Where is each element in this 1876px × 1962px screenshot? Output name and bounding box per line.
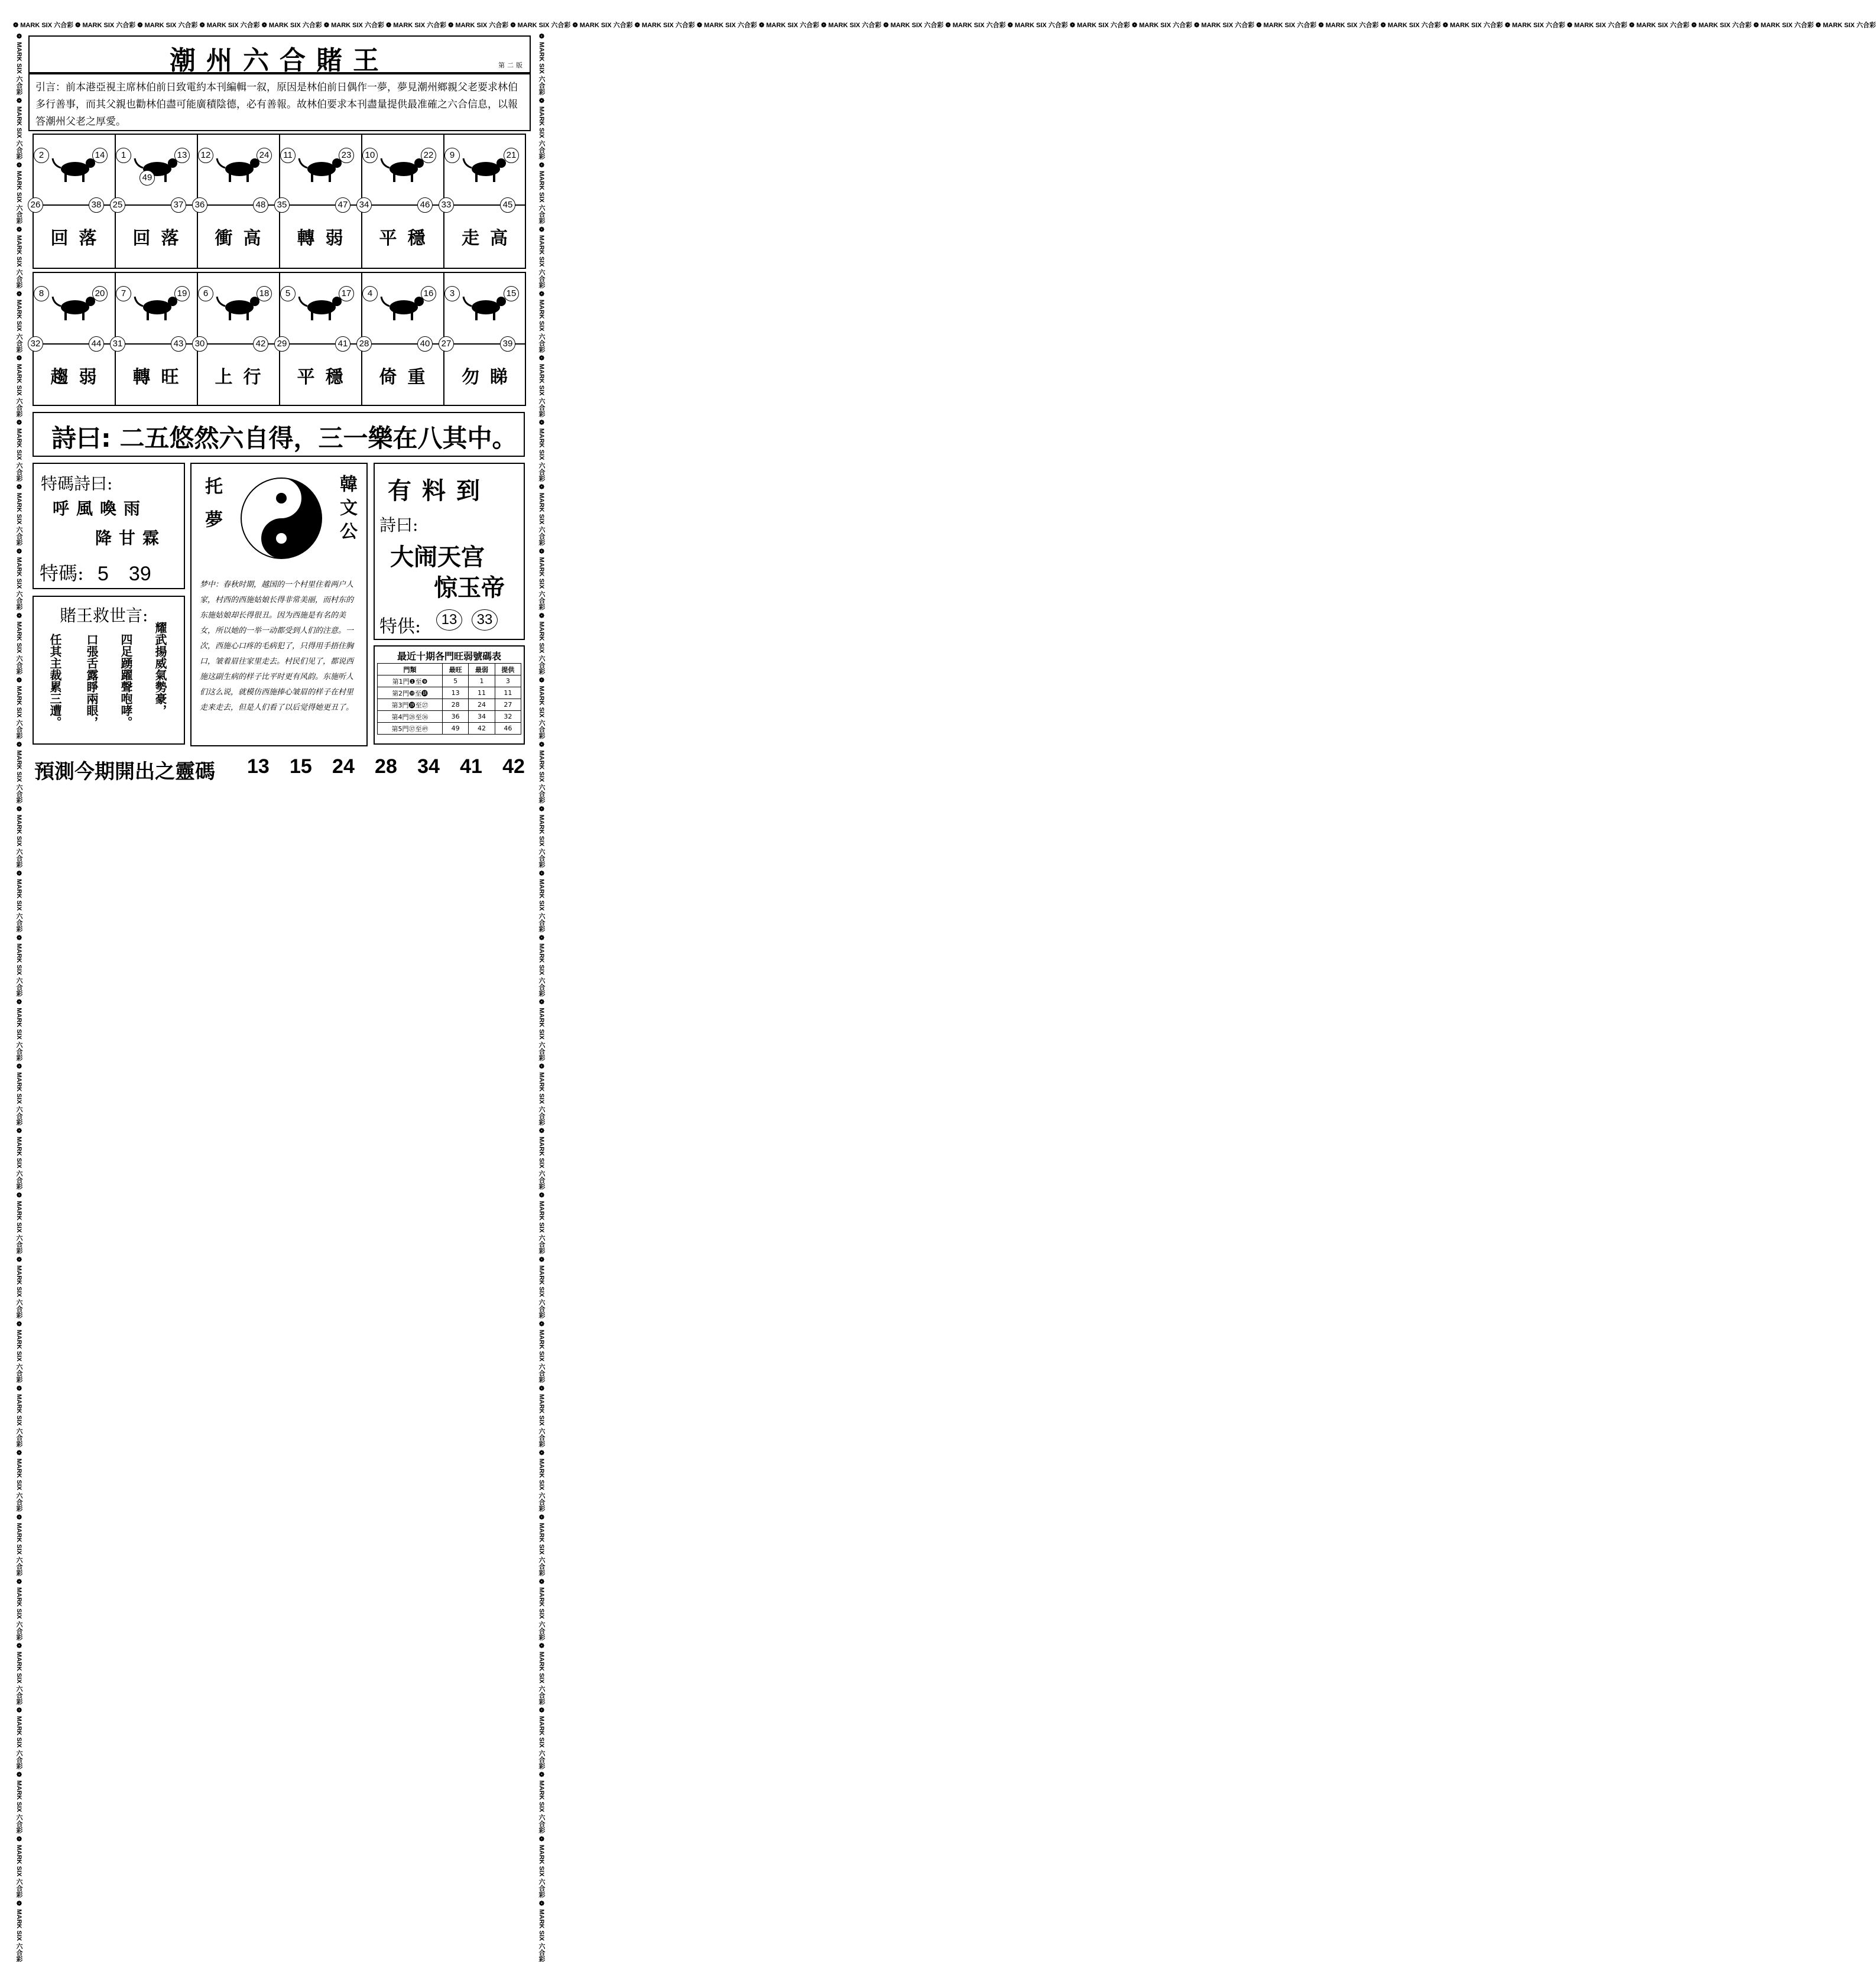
gambler-heading: 賭王救世言:	[60, 606, 148, 625]
number-ball: 19	[174, 286, 190, 301]
special-nums: 5 39	[98, 563, 151, 585]
number-ball: 36	[192, 197, 207, 213]
number-ball: 31	[110, 336, 125, 352]
table-header: 最旺	[443, 664, 469, 675]
monkey2-icon	[216, 290, 263, 325]
news-heading: 有料到	[388, 477, 491, 505]
rabbit-icon	[298, 151, 345, 187]
number-ball: 30	[192, 336, 207, 352]
horse-icon	[51, 290, 99, 325]
number-ball: 32	[28, 336, 43, 352]
table-box	[374, 645, 525, 745]
number-ball: 48	[253, 197, 268, 213]
table-cell: 49	[443, 723, 469, 735]
number-ball: 4	[362, 286, 378, 301]
snake-icon	[462, 151, 509, 187]
footer	[34, 755, 531, 785]
trend-label: 轉弱	[297, 228, 354, 249]
special-label: 特碼:	[40, 562, 84, 584]
page-title: 潮州六合賭王	[170, 46, 390, 76]
table-cell: 24	[469, 699, 495, 711]
number-ball: 28	[356, 336, 372, 352]
number-ball: 1	[116, 148, 131, 163]
news-line2: 惊玉帝	[434, 574, 505, 602]
number-ball: 16	[421, 286, 436, 301]
special-line1: 呼風喚雨	[53, 499, 148, 518]
table-cell: 第3門⓳至㉗	[378, 699, 443, 711]
table-cell: 第2門❿至⓲	[378, 687, 443, 699]
edition-label: 第二版	[498, 61, 525, 69]
table-cell: 第4門㉘至㊱	[378, 711, 443, 723]
lucky-number: 15	[290, 755, 312, 778]
lucky-number: 24	[332, 755, 355, 778]
trend-label: 回落	[50, 228, 108, 249]
title-box	[28, 35, 531, 76]
number-ball: 39	[500, 336, 515, 352]
table-row	[378, 723, 521, 735]
dragon-icon	[380, 151, 427, 187]
number-ball: 37	[171, 197, 186, 213]
number-ball: 44	[89, 336, 104, 352]
pig-icon	[462, 290, 509, 325]
number-ball: 21	[504, 148, 519, 163]
number-ball: 3	[444, 286, 460, 301]
table-header: 提供	[495, 664, 521, 675]
number-ball: 38	[89, 197, 104, 213]
number-ball: 47	[335, 197, 350, 213]
gambler-col-2: 四足踴躍聲咆哮。	[119, 634, 133, 728]
number-ball: 49	[139, 170, 155, 186]
poem-line: 詩曰: 二五悠然六自得，三一樂在八其中。	[51, 424, 517, 453]
lucky-number: 13	[247, 755, 270, 778]
stats-table	[377, 663, 521, 735]
table-row	[378, 699, 521, 711]
gambler-col-4: 任其主裁累三遭。	[48, 634, 62, 728]
ticker-text: ❁ MARK SIX 六合彩 ❁ MARK SIX 六合彩 ❁ MARK SIX 六合彩 ❁ MARK SIX 六合彩 ❁ MARK SIX 六合彩 ❁ MARK SIX 六合彩 ❁ MARK SIX 六合彩 ❁ MARK SIX 六合彩 ❁ MARK SIX 六合彩 ❁ MARK SIX 六合彩 ❁ MARK SIX 六合彩 ❁ MARK SIX 六合彩 ❁ MARK SIX 六合彩 ❁ MARK SIX 六合彩 ❁ MARK SIX 六合彩 ❁ MARK SIX 六合彩 ❁ MARK SIX 六合彩 ❁ MARK SIX 六合彩 ❁ MARK SIX 六合彩 ❁ MARK SIX 六合彩 ❁ MARK SIX 六合彩 ❁ MARK SIX 六合彩 ❁ MARK SIX 六合彩 ❁ MARK SIX 六合彩 ❁ MARK SIX 六合彩 ❁ MARK SIX 六合彩 ❁ MARK SIX 六合彩 ❁ MARK SIX 六合彩 ❁ MARK SIX 六合彩 ❁ MARK SIX 六合彩	[13, 22, 1876, 29]
monkey-icon	[51, 151, 99, 187]
table-cell: 5	[443, 675, 469, 687]
right-ticker	[535, 33, 546, 1962]
poem-label: 詩曰	[51, 424, 102, 453]
dream-box	[190, 463, 368, 746]
number-ball: 13	[174, 148, 190, 163]
gambler-col-1: 耀武揚威氣勢豪，	[153, 622, 167, 716]
gambler-col-3: 口張舌露睜兩眼，	[85, 634, 99, 728]
dog-icon	[380, 290, 427, 325]
news-supply-1: 13	[436, 609, 462, 631]
trend-label: 倚重	[379, 367, 436, 388]
table-cell: 32	[495, 711, 521, 723]
table-cell: 36	[443, 711, 469, 723]
dream-story: 梦中：春秋时期，越国的一个村里住着两户人家，村西的西施姑娘长得非常美丽，而村东的东施姑娘却长得很丑。因为西施是有名的美女，所以她的一举一动都受到人们的注意。一次，西施心口疼的毛病犯了，只得用手捂住胸口，皱着眉往家里走去。村民们见了，都说西施这副生病的样子比平时更有风韵。东施听人们这么说，就模仿西施捧心皱眉的样子在村里走来走去，但是人们看了以后觉得她更丑了。	[200, 580, 354, 712]
rooster-icon	[298, 290, 345, 325]
trend-label: 趨弱	[50, 367, 108, 388]
table-cell: 第1門❶至❾	[378, 675, 443, 687]
table-cell: 42	[469, 723, 495, 735]
footer-numbers	[247, 755, 525, 778]
table-cell: 46	[495, 723, 521, 735]
number-ball: 5	[280, 286, 296, 301]
intro-text: 引言：前本港亞視主席林伯前日致電約本刊編輯一叙，原因是林伯前日偶作一夢，夢見潮州鄉親父老要求林伯多行善事，而其父親也勸林伯盡可能廣積陰德，必有善報。故林伯要求本刊盡量提供最准確之六合信息，以報答潮州父老之厚愛。	[35, 82, 518, 128]
left-ticker	[13, 33, 24, 1962]
number-ball: 41	[335, 336, 350, 352]
tiger-icon	[216, 151, 263, 187]
table-row	[378, 687, 521, 699]
number-ball: 20	[92, 286, 108, 301]
ticker-text: ❁ MARK SIX 六合彩 ❁ MARK SIX 六合彩 ❁ MARK SIX 六合彩 ❁ MARK SIX 六合彩 ❁ MARK SIX 六合彩 ❁ MARK SIX 六合彩 ❁ MARK SIX 六合彩 ❁ MARK SIX 六合彩 ❁ MARK SIX 六合彩 ❁ MARK SIX 六合彩 ❁ MARK SIX 六合彩 ❁ MARK SIX 六合彩 ❁ MARK SIX 六合彩 ❁ MARK SIX 六合彩 ❁ MARK SIX 六合彩 ❁ MARK SIX 六合彩 ❁ MARK SIX 六合彩 ❁ MARK SIX 六合彩 ❁ MARK SIX 六合彩 ❁ MARK SIX 六合彩 ❁ MARK SIX 六合彩 ❁ MARK SIX 六合彩 ❁ MARK SIX 六合彩 ❁ MARK SIX 六合彩 ❁ MARK SIX 六合彩 ❁ MARK SIX 六合彩 ❁ MARK SIX 六合彩 ❁ MARK SIX 六合彩 ❁ MARK SIX 六合彩 ❁ MARK SIX 六合彩	[15, 33, 22, 1962]
number-ball: 46	[417, 197, 433, 213]
table-cell: 28	[443, 699, 469, 711]
number-ball: 18	[257, 286, 272, 301]
footer-label: 預測今期開出之靈碼	[34, 760, 215, 784]
trend-label: 上行	[215, 367, 272, 388]
poem-text: 二五悠然六自得，三一樂在八其中。	[119, 424, 517, 453]
news-line1: 大闹天宫	[390, 544, 485, 571]
number-ball: 17	[339, 286, 354, 301]
table-cell: 34	[469, 711, 495, 723]
number-ball: 23	[339, 148, 354, 163]
trend-label: 平穩	[379, 228, 436, 249]
dream-right: 韓文公	[336, 475, 357, 545]
number-ball: 22	[421, 148, 436, 163]
trend-label: 衝高	[215, 228, 272, 249]
table-cell: 1	[469, 675, 495, 687]
number-ball: 45	[500, 197, 515, 213]
number-ball: 7	[116, 286, 131, 301]
special-heading: 特碼詩曰:	[41, 474, 113, 493]
news-supply-2: 33	[472, 609, 498, 631]
dream-left: 托夢	[202, 477, 222, 543]
sheep-icon	[134, 290, 181, 325]
number-ball: 27	[439, 336, 454, 352]
number-ball: 6	[198, 286, 213, 301]
table-cell: 11	[469, 687, 495, 699]
trend-label: 轉旺	[132, 367, 190, 388]
number-ball: 9	[444, 148, 460, 163]
news-poem-label: 詩曰:	[379, 515, 418, 535]
table-cell: 27	[495, 699, 521, 711]
yin-yang-icon	[240, 477, 323, 560]
lucky-number: 42	[502, 755, 525, 778]
number-ball: 2	[34, 148, 49, 163]
poem-box	[33, 412, 525, 457]
number-ball: 14	[92, 148, 108, 163]
table-cell: 11	[495, 687, 521, 699]
number-ball: 33	[439, 197, 454, 213]
news-box	[374, 463, 525, 640]
lucky-number: 41	[460, 755, 482, 778]
number-ball: 35	[274, 197, 290, 213]
intro-box	[28, 73, 531, 131]
number-ball: 34	[356, 197, 372, 213]
gambler-box	[33, 596, 185, 745]
number-ball: 15	[504, 286, 519, 301]
table-cell: 3	[495, 675, 521, 687]
number-ball: 24	[257, 148, 272, 163]
number-ball: 11	[280, 148, 296, 163]
trend-label: 勿睇	[462, 367, 518, 388]
trend-label: 回落	[132, 228, 190, 249]
number-ball: 10	[362, 148, 378, 163]
table-row	[378, 711, 521, 723]
ticker-text: ❁ MARK SIX 六合彩 ❁ MARK SIX 六合彩 ❁ MARK SIX 六合彩 ❁ MARK SIX 六合彩 ❁ MARK SIX 六合彩 ❁ MARK SIX 六合彩 ❁ MARK SIX 六合彩 ❁ MARK SIX 六合彩 ❁ MARK SIX 六合彩 ❁ MARK SIX 六合彩 ❁ MARK SIX 六合彩 ❁ MARK SIX 六合彩 ❁ MARK SIX 六合彩 ❁ MARK SIX 六合彩 ❁ MARK SIX 六合彩 ❁ MARK SIX 六合彩 ❁ MARK SIX 六合彩 ❁ MARK SIX 六合彩 ❁ MARK SIX 六合彩 ❁ MARK SIX 六合彩 ❁ MARK SIX 六合彩 ❁ MARK SIX 六合彩 ❁ MARK SIX 六合彩 ❁ MARK SIX 六合彩 ❁ MARK SIX 六合彩 ❁ MARK SIX 六合彩 ❁ MARK SIX 六合彩 ❁ MARK SIX 六合彩 ❁ MARK SIX 六合彩 ❁ MARK SIX 六合彩	[538, 33, 545, 1962]
number-ball: 42	[253, 336, 268, 352]
table-title: 最近十期各門旺弱號碼表	[397, 651, 501, 662]
special-line2: 降甘霖	[95, 528, 167, 548]
table-cell: 第5門㊲至㊾	[378, 723, 443, 735]
top-ticker	[13, 20, 1876, 31]
number-ball: 43	[171, 336, 186, 352]
news-supply-label: 特供:	[379, 616, 421, 637]
table-header: 門類	[378, 664, 443, 675]
table-cell: 13	[443, 687, 469, 699]
number-ball: 12	[198, 148, 213, 163]
number-ball: 26	[28, 197, 43, 213]
lucky-number: 28	[375, 755, 397, 778]
lucky-number: 34	[417, 755, 440, 778]
number-ball: 29	[274, 336, 290, 352]
number-ball: 8	[34, 286, 49, 301]
number-ball: 25	[110, 197, 125, 213]
special-poem-box	[33, 463, 185, 589]
trend-label: 走高	[462, 228, 518, 249]
trend-label: 平穩	[297, 367, 354, 388]
table-header: 最弱	[469, 664, 495, 675]
number-ball: 40	[417, 336, 433, 352]
table-row	[378, 675, 521, 687]
